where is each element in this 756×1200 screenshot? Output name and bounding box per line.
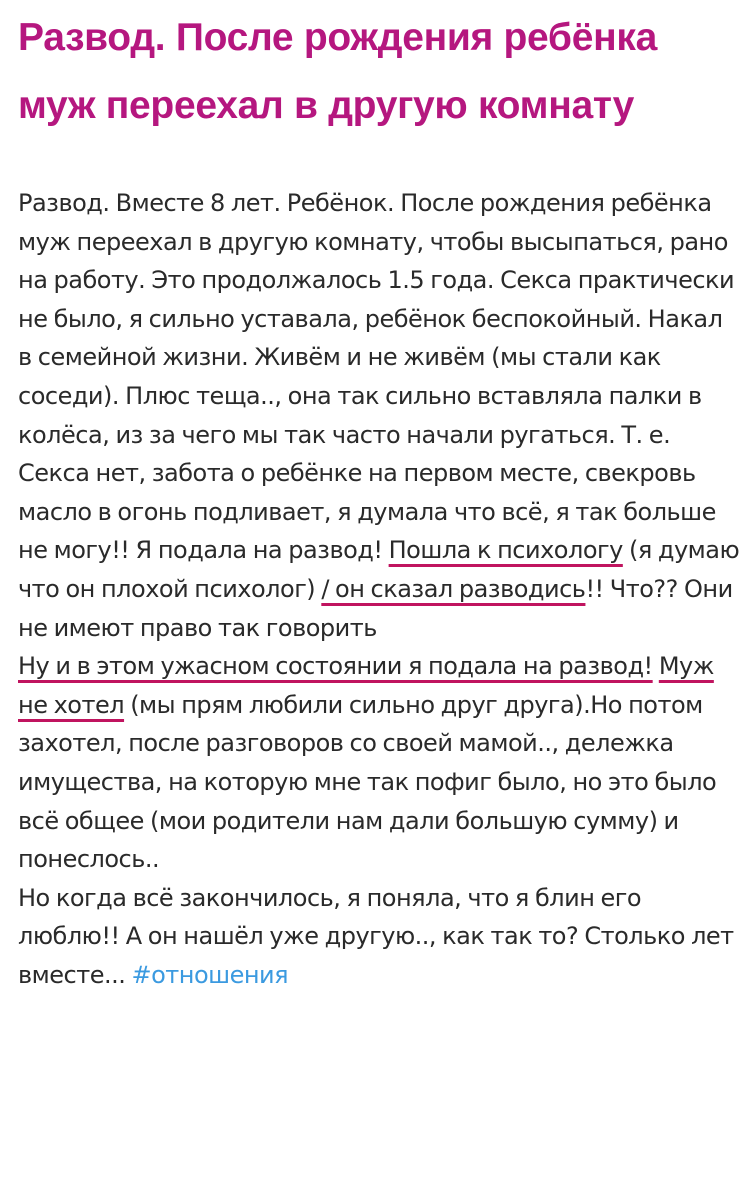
paragraph-2-text: (мы прям любили сильно друг друга).Но потом захотел, после разговоров со своей мамой.., дележка имущества, на которую мне так пофиг было, но это было всё общее (мои родители нам дали большую сумму) и понеслось.. [18, 690, 717, 874]
highlighted-phrase-psychologist: Пошла к психологу [388, 536, 623, 565]
highlighted-phrase-filed-divorce: Ну и в этом ужасном состоянии я подала на развод! [18, 652, 653, 681]
post-paragraph-3 [18, 879, 742, 995]
post-paragraph-1 [18, 184, 742, 647]
paragraph-1-text-a: Развод. Вместе 8 лет. Ребёнок. После рождения ребёнка муж переехал в другую комнату, чтобы высыпаться, рано на работу. Это продолжалось 1.5 года. Секса практически не было, я сильно уставала, ребёнок беспокойный. Накал в семейной жизни. Живём и не живём (мы стали как соседи). Плюс теща.., она так сильно вставляла палки в колёса, из за чего мы так часто начали ругаться. Т. е. Секса нет, забота о ребёнке на первом месте, свекровь масло в огонь подливает, я думала что всё, я так больше не могу!! Я подала на развод! [18, 189, 735, 565]
hashtag-link[interactable]: #отношения [131, 960, 289, 989]
paragraph-1-text-c: !! Что?? Они не имеют право так говорить [18, 574, 733, 642]
post-body [18, 184, 742, 994]
highlighted-phrase-husband-refused: Муж не хотел [18, 652, 714, 719]
post-paragraph-2 [18, 647, 742, 879]
paragraph-3-text: Но когда всё закончилось, я поняла, что я блин его люблю!! А он нашёл уже другую.., как так то? Столько лет вместе... [18, 883, 734, 989]
post-title: Развод. После рождения ребёнка муж переехал в другую комнату [18, 16, 657, 127]
paragraph-1-text-b: (я думаю что он плохой психолог) [18, 536, 740, 603]
highlighted-phrase-divorce-advice: / он сказал разводись [321, 574, 586, 603]
